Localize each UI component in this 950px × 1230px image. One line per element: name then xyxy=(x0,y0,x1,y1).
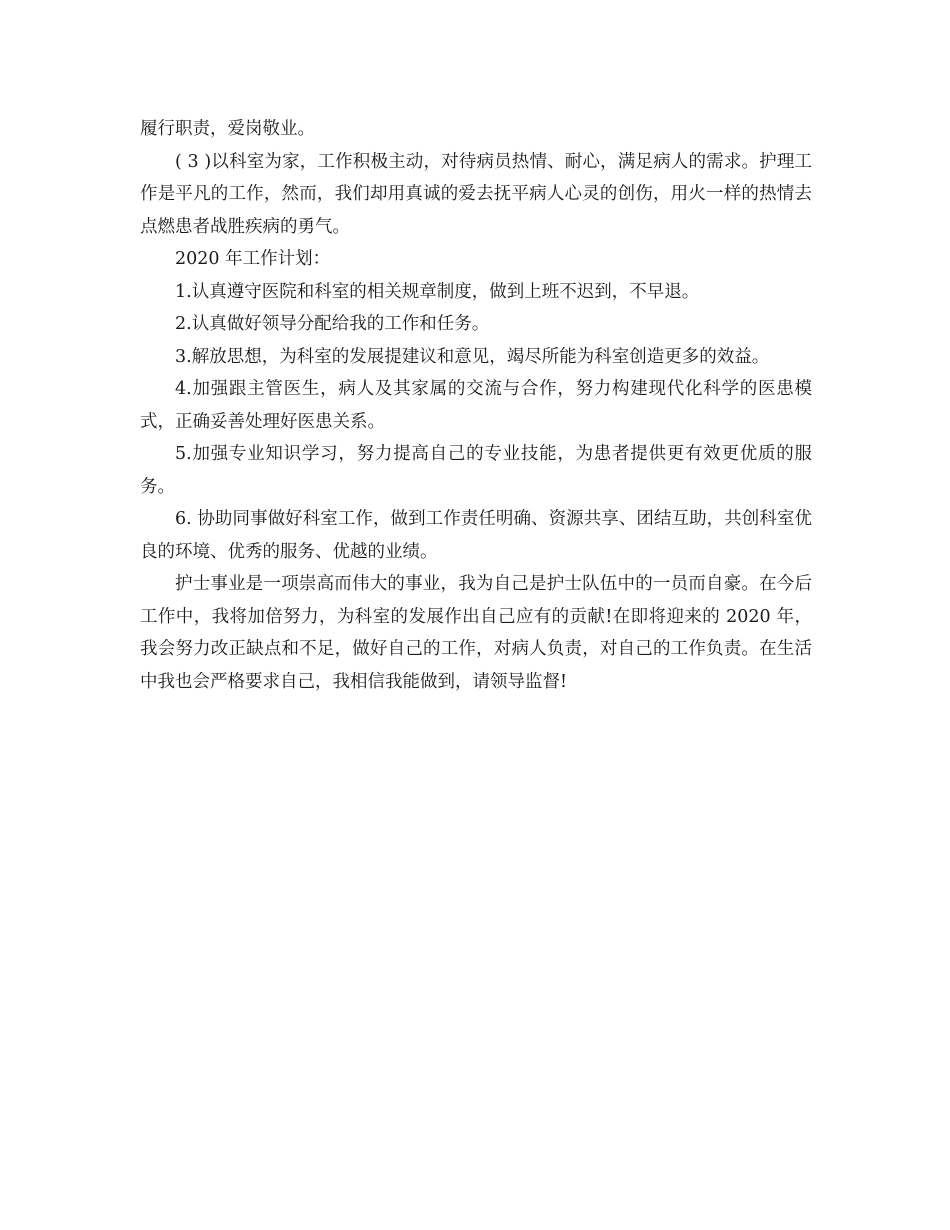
document-body xyxy=(140,113,812,698)
section-heading-work-plan: 2020 年工作计划： xyxy=(175,249,331,269)
plan-item-3: 3.解放思想，为科室的发展提建议和意见，竭尽所能为科室创造更多的效益。 xyxy=(175,346,770,367)
plan-item-4: 4.加强跟主管医生，病人及其家属的交流与合作，努力构建现代化科学的医患模式，正确妥善处理好医患关系。 xyxy=(140,379,812,432)
plan-item-2: 2.认真做好领导分配给我的工作和任务。 xyxy=(175,314,490,334)
paragraph-duty-continuation: 履行职责，爱岗敬业。 xyxy=(140,119,315,139)
paragraph-conclusion: 护士事业是一项崇高而伟大的事业，我为自己是护士队伍中的一员而自豪。在今后工作中，我将加倍努力，为科室的发展作出自己应有的贡献!在即将迎来的 2020 年，我会努力改正缺点和不足，做好自己的工作，对病人负责，对自己的工作负责。在生活中我也会严格要求自己，我相信我能做到，请领导监督! xyxy=(140,574,812,692)
plan-item-6: 6. 协助同事做好科室工作，做到工作责任明确、资源共享、团结互助，共创科室优良的环境、优秀的服务、优越的业绩。 xyxy=(140,509,812,562)
paragraph-item-3-attitude: ( 3 )以科室为家，工作积极主动，对待病员热情、耐心，满足病人的需求。护理工作是平凡的工作，然而，我们却用真诚的爱去抚平病人心灵的创伤，用火一样的热情去点燃患者战胜疾病的勇气。 xyxy=(140,151,812,237)
plan-item-5: 5.加强专业知识学习，努力提高自己的专业技能，为患者提供更有效更优质的服务。 xyxy=(140,444,812,497)
plan-item-1: 1.认真遵守医院和科室的相关规章制度，做到上班不迟到，不早退。 xyxy=(175,281,700,302)
